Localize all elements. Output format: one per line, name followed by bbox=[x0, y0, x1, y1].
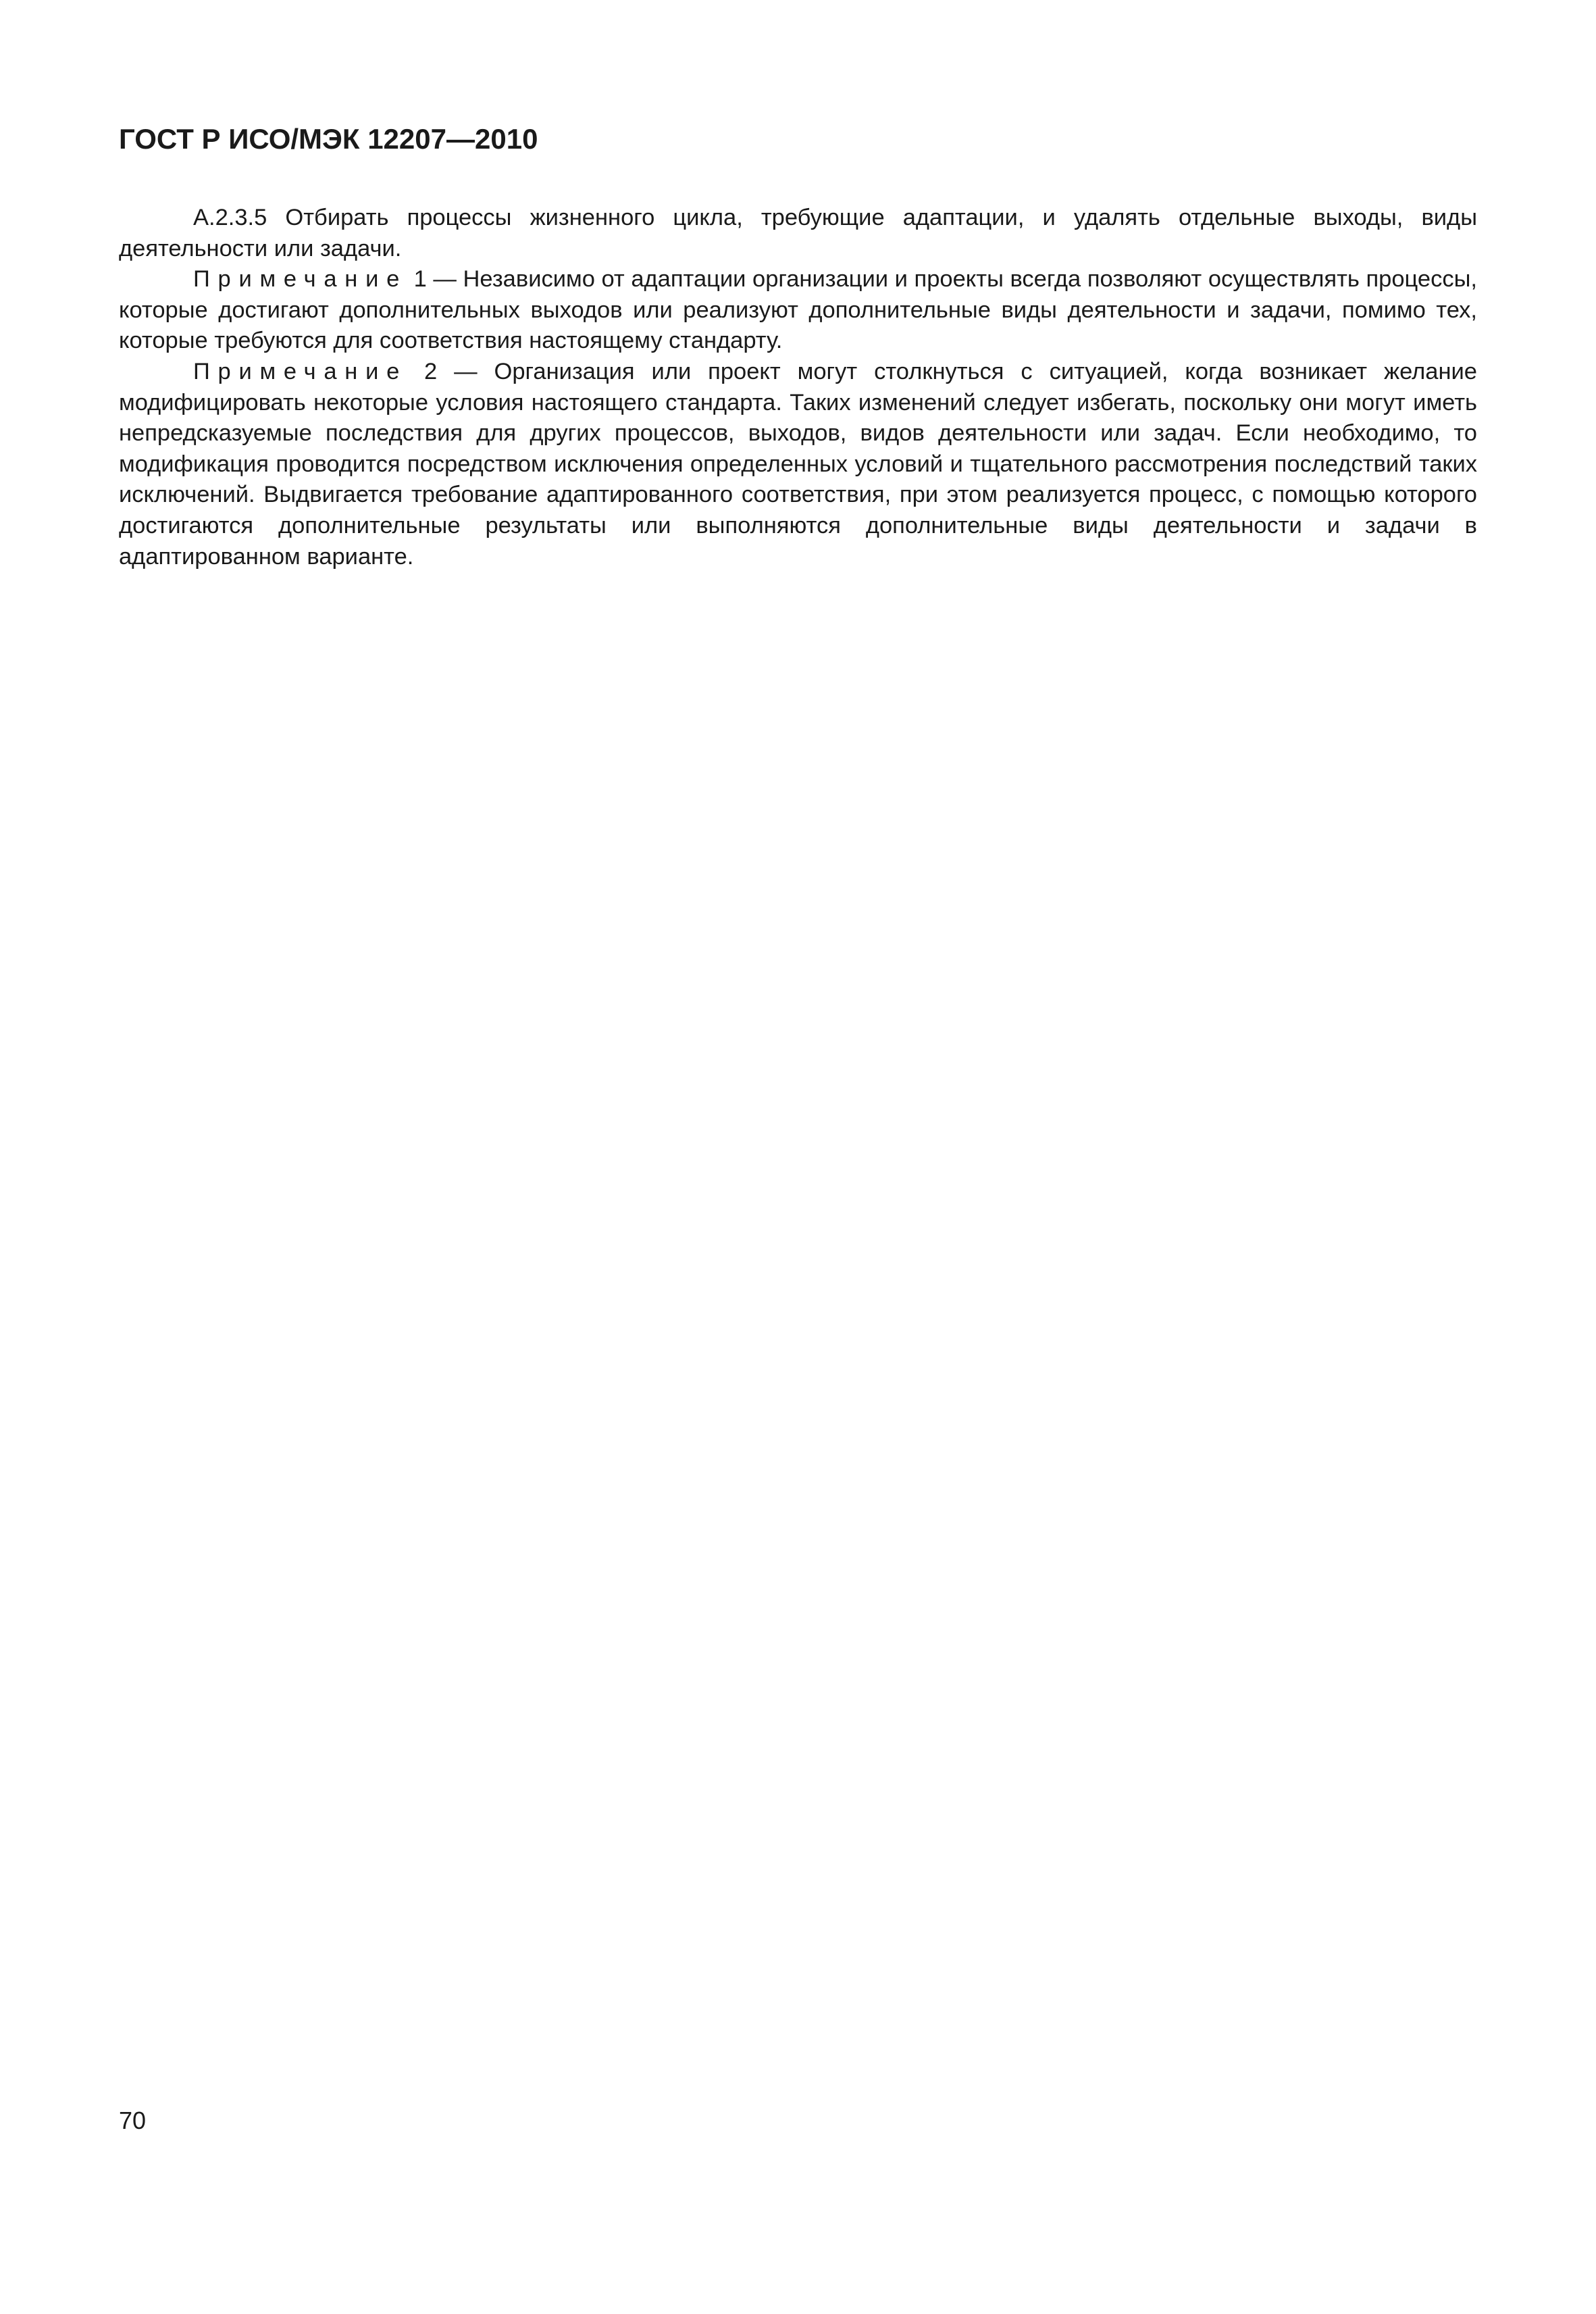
body-text bbox=[119, 203, 1477, 572]
page-header-standard: ГОСТ Р ИСО/МЭК 12207—2010 bbox=[119, 123, 538, 155]
note-1-label: Примечание bbox=[193, 266, 407, 293]
note-2-label: Примечание bbox=[193, 358, 407, 384]
note-2 bbox=[119, 357, 1477, 572]
note-1-text: — Независимо от адаптации организации и проекты всегда позволяют осуществлять процессы, которые достигают дополнительных выходов или реализуют дополнительные виды деятельности и задачи, помимо тех, которые требуются для соответствия настоящему стандарту. bbox=[119, 266, 1477, 354]
note-1 bbox=[119, 264, 1477, 357]
note-1-number: 1 bbox=[413, 266, 427, 293]
note-2-number: 2 bbox=[423, 358, 438, 384]
paragraph-a-2-3-5: А.2.3.5 Отбирать процессы жизненного цикла, требующие адаптации, и удалять отдельные выходы, виды деятельности или задачи. bbox=[119, 205, 1477, 261]
note-2-text: — Организация или проект могут столкнуться с ситуацией, когда возникает желание модифицировать некоторые условия настоящего стандарта. Таких изменений следует избегать, поскольку они могут иметь непредсказуемые последствия для других процессов, выходов, видов деятельности или задач. Если необходимо, то модификация проводится посредством исключения определенных условий и тщательного рассмотрения последствий таких исключений. Выдвигается требование адаптированного соответствия, при этом реализуется процесс, с помощью которого достигаются дополнительные результаты или выполняются дополнительные виды деятельности и задачи в адаптированном варианте. bbox=[119, 358, 1477, 570]
page-number: 70 bbox=[119, 2107, 147, 2134]
